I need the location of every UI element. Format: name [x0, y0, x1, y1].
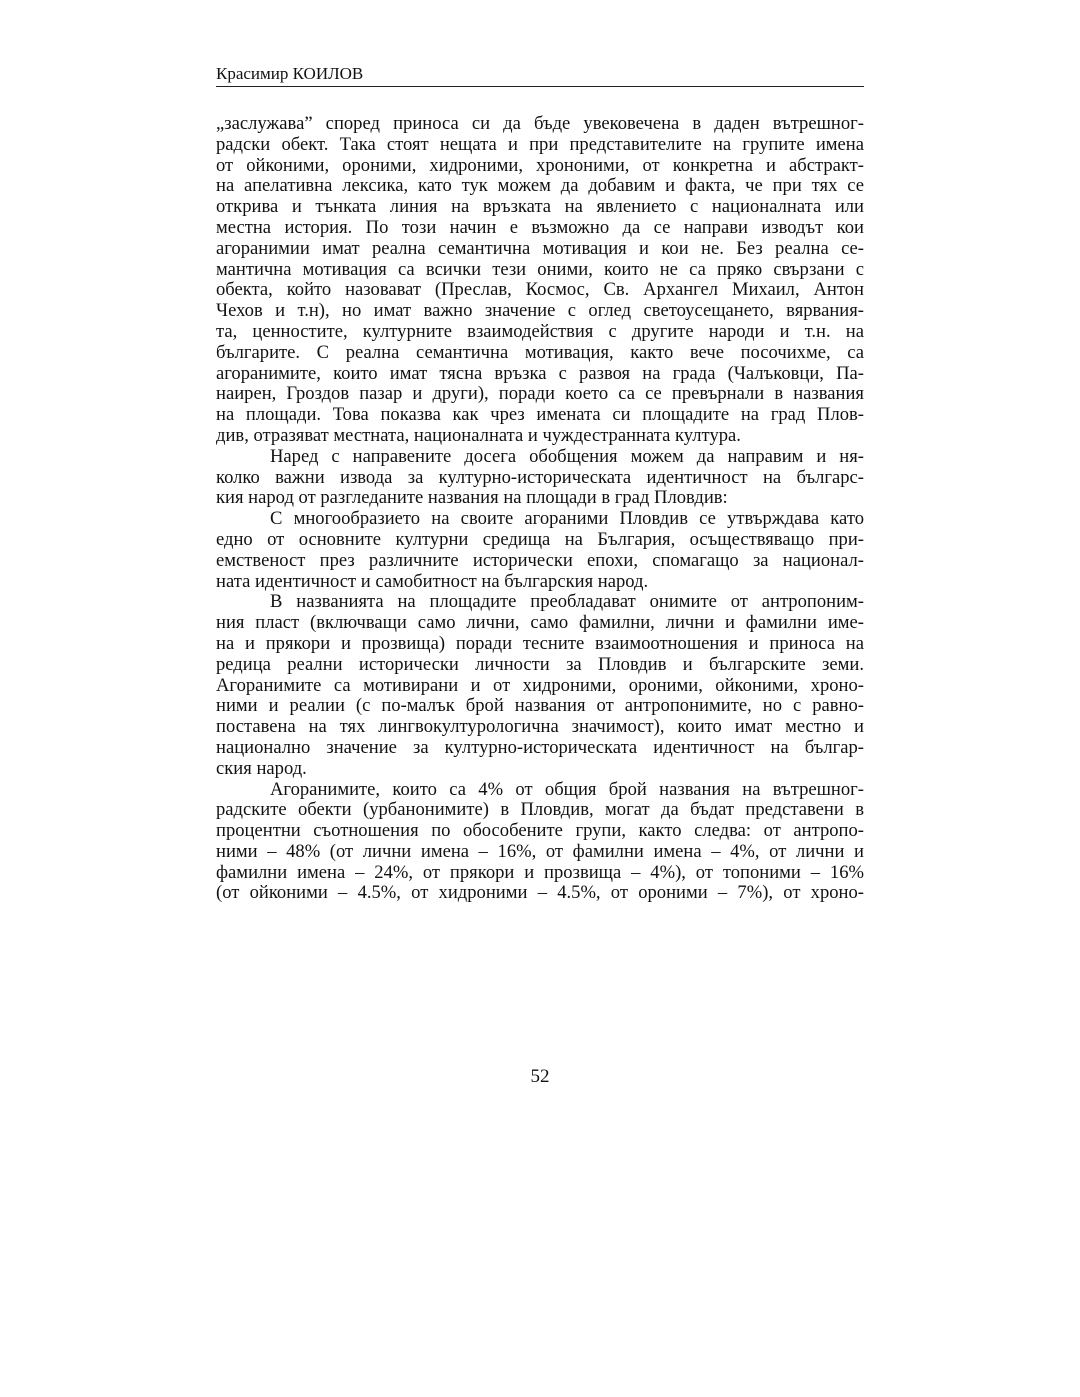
text-line: фамилни имена – 24%, от прякори и прозвища – 4%), от топоними – 16%: [216, 862, 864, 883]
text-line: българите. С реална семантична мотивация, както вече посочихме, са: [216, 342, 864, 363]
text-line: ними и реалии (с по-малък брой названия от антропонимите, но с равно-: [216, 696, 864, 717]
running-header: [216, 64, 864, 87]
text-line: агоранимии имат реална семантична мотивация и кои не. Без реална се-: [216, 238, 864, 259]
paragraph: [216, 592, 864, 779]
page-number: 52: [530, 1066, 550, 1087]
text-line: местна история. По този начин е възможно да се направи изводът кои: [216, 217, 864, 238]
text-line: едно от основните културни средища на България, осъществяващо при-: [216, 529, 864, 550]
header-author: Красимир КОИЛОВ: [216, 64, 364, 83]
text-line: наирен, Гроздов пазар и други), поради което са се превърнали в названия: [216, 384, 864, 405]
text-line: ними – 48% (от лични имена – 16%, от фамилни имена – 4%, от лични и: [216, 841, 864, 862]
paragraph: [216, 447, 864, 509]
text-line: В названията на площадите преобладават онимите от антропоним-: [270, 592, 864, 613]
text-line: от ойконими, ороними, хидроними, хрононими, от конкретна и абстракт-: [216, 155, 864, 176]
text-line: Агоранимите, които са 4% от общия брой названия на вътрешног-: [270, 779, 864, 800]
text-line: процентни съотношения по обособените групи, както следва: от антропо-: [216, 821, 864, 842]
text-line: Наред с направените досега обобщения можем да направим и ня-: [270, 446, 864, 467]
text-line: емственост през различните исторически епохи, спомагащо за национал-: [216, 550, 864, 571]
paragraph: [216, 509, 864, 592]
text-line: Чехов и т.н), но имат важно значение с оглед светоусещането, вярвания-: [216, 301, 864, 322]
text-line: национално значение за културно-историческата идентичност на българ-: [216, 737, 864, 758]
text-line: обекта, който назовават (Преслав, Космос, Св. Архангел Михаил, Антон: [216, 280, 864, 301]
text-line: кия народ от разгледаните названия на площади в град Пловдив:: [216, 488, 728, 509]
text-line: поставена на тях лингвокултурологична значимост), които имат местно и: [216, 717, 864, 738]
text-line: (от ойконими – 4.5%, от хидроними – 4.5%, от ороними – 7%), от хроно-: [216, 883, 864, 904]
text-line: радските обекти (урбанонимите) в Пловдив, могат да бъдат представени в: [216, 800, 864, 821]
text-line: мантична мотивация са всички тези оними, които не са пряко свързани с: [216, 259, 864, 280]
paragraph: [216, 114, 864, 447]
paragraph: [216, 780, 864, 905]
text-line: радски обект. Така стоят нещата и при представителите на групите имена: [216, 134, 864, 155]
body-text: [216, 114, 864, 904]
text-line: ския народ.: [216, 758, 307, 779]
text-line: див, отразяват местната, националната и чуждестранната култура.: [216, 425, 741, 446]
text-line: С многообразието на своите агораними Пловдив се утвърждава като: [270, 509, 864, 530]
text-line: „заслужава” според приноса си да бъде увековечена в даден вътрешног-: [216, 114, 864, 134]
text-line: на и прякори и прозвища) поради тесните взаимоотношения и приноса на: [216, 633, 864, 654]
text-line: ната идентичност и самобитност на българския народ.: [216, 571, 649, 592]
text-line: Агоранимите са мотивирани и от хидроними, ороними, ойконими, хроно-: [216, 675, 864, 696]
text-line: колко важни извода за културно-историческата идентичност на българс-: [216, 467, 864, 488]
text-line: ния пласт (включващи само лични, само фамилни, лични и фамилни име-: [216, 613, 864, 634]
text-line: на апелативна лексика, като тук можем да добавим и факта, че при тях се: [216, 176, 864, 197]
text-line: та, ценностите, културните взаимодействия с другите народи и т.н. на: [216, 321, 864, 342]
text-line: открива и тънката линия на връзката на явлението с националната или: [216, 197, 864, 218]
text-line: на площади. Това показва как чрез имената си площадите на град Плов-: [216, 405, 864, 426]
text-line: агоранимите, които имат тясна връзка с развоя на града (Чалъковци, Па-: [216, 363, 864, 384]
text-line: редица реални исторически личности за Пловдив и българските земи.: [216, 654, 864, 675]
